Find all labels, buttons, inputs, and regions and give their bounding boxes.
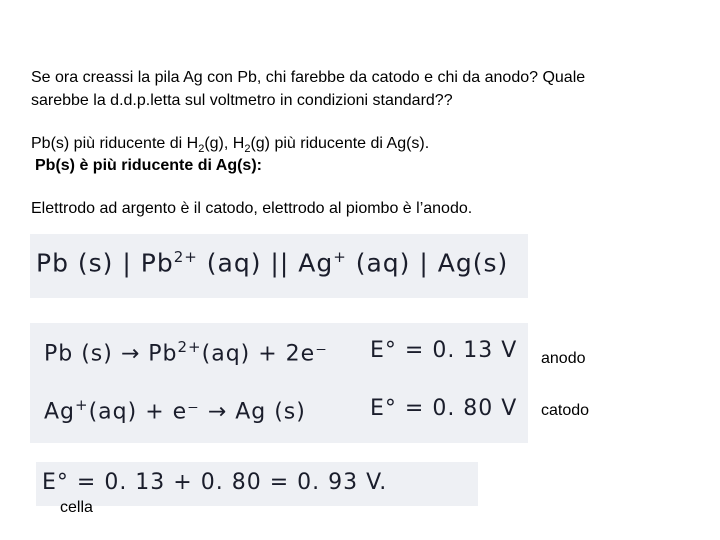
comparison-part-1: Pb(s) più riducente di H	[31, 135, 199, 152]
pb-reaction-lhs: Pb (s) → Pb	[44, 341, 178, 367]
question-line-1: Se ora creassi la pila Ag con Pb, chi farebbe da catodo e chi da anodo? Quale	[31, 69, 586, 86]
half-reactions-scan	[30, 323, 528, 443]
conclusion: Pb(s) è più riducente di Ag(s):	[35, 157, 262, 174]
question-line-2: sarebbe la d.d.p.letta sul voltmetro in condizioni standard??	[31, 92, 453, 109]
pb-aq: (aq) ||	[206, 248, 290, 278]
half-reaction-ag	[44, 396, 306, 424]
ag-rest: (aq) | Ag(s)	[355, 248, 509, 278]
cell-emf-scan	[36, 462, 478, 506]
half-reaction-pb	[44, 338, 328, 366]
cathode-label: catodo	[541, 402, 590, 419]
ag-reaction-charge: +	[75, 396, 89, 414]
comparison-part-3: (g) più riducente di Ag(s).	[250, 135, 430, 152]
pb-reaction-rhs: (aq) + 2e⁻	[201, 341, 328, 367]
pb-part: Pb (s) | Pb	[36, 248, 174, 278]
ag-part: Ag	[298, 248, 334, 278]
ag-reaction-rhs: (aq) + e⁻ → Ag (s)	[88, 399, 306, 425]
cell-notation-scan	[30, 234, 528, 298]
subscript-2b: 2	[244, 143, 251, 156]
e-value-pb: E° = 0. 13 V	[370, 338, 518, 363]
ag-reaction-lhs: Ag	[44, 399, 76, 425]
cell-emf-equation: E° = 0. 13 + 0. 80 = 0. 93 V.	[42, 470, 388, 495]
subscript-2a: 2	[198, 143, 205, 156]
electrodes-statement: Elettrodo ad argento è il catodo, elettrodo al piombo è l’anodo.	[31, 200, 473, 217]
comparison-part-2: (g), H	[204, 135, 245, 152]
pb-reaction-charge: 2+	[177, 338, 202, 356]
ag-charge: +	[333, 248, 347, 266]
cell-notation	[36, 248, 508, 277]
cell-label: cella	[60, 499, 93, 516]
anode-label: anodo	[541, 350, 586, 367]
e-value-ag: E° = 0. 80 V	[370, 396, 518, 421]
pb-charge: 2+	[173, 248, 198, 266]
